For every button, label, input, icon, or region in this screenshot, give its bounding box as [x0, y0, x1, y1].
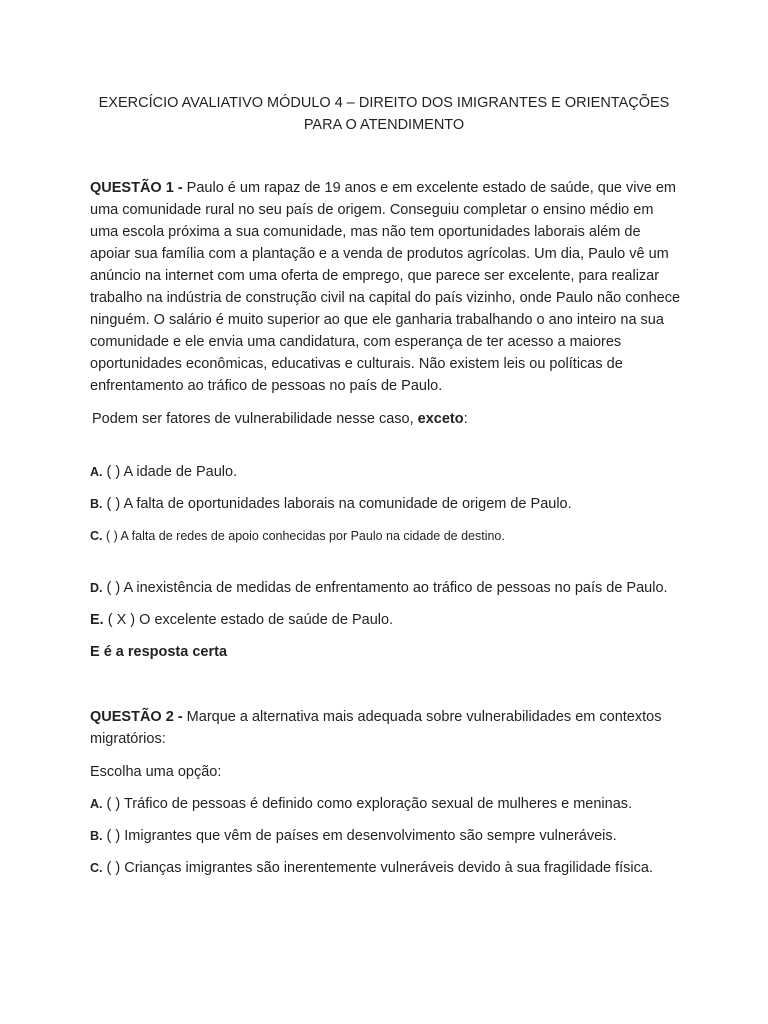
option-text: ( X ) O excelente estado de saúde de Paulo. [103, 612, 394, 628]
question-2-statement [90, 706, 682, 750]
q2-option-c [90, 857, 682, 879]
option-text: ( ) A idade de Paulo. [102, 464, 238, 480]
q1-option-b [90, 493, 682, 515]
option-text: ( ) Tráfico de pessoas é definido como exploração sexual de mulheres e meninas. [102, 796, 633, 812]
question-2-label: QUESTÃO 2 - [90, 709, 183, 725]
option-letter: C. [90, 529, 103, 543]
option-text: ( ) A falta de oportunidades laborais na comunidade de origem de Paulo. [102, 496, 572, 512]
question-2-text: Marque a alternativa mais adequada sobre vulnerabilidades em contextos migratórios: [90, 709, 662, 747]
prompt-colon: : [463, 411, 468, 427]
q1-option-a [90, 461, 682, 483]
option-text: ( ) Crianças imigrantes são inerentemente vulneráveis devido à sua fragilidade física. [102, 860, 653, 876]
option-letter: B. [90, 497, 103, 511]
option-letter: D. [90, 581, 103, 595]
question-1-statement [90, 177, 682, 397]
option-letter: B. [90, 829, 103, 843]
question-1-label: QUESTÃO 1 - [90, 180, 183, 196]
option-letter: C. [90, 861, 103, 875]
prompt-emphasis: exceto [417, 411, 464, 427]
option-letter: E. [90, 612, 104, 628]
q1-option-d [90, 577, 682, 599]
option-letter: A. [90, 797, 103, 811]
answer-text: E é a resposta certa [90, 644, 228, 660]
option-letter: A. [90, 465, 103, 479]
option-text: ( ) A inexistência de medidas de enfrentamento ao tráfico de pessoas no país de Paulo. [102, 580, 668, 596]
question-1-prompt [92, 408, 684, 430]
question-1-text: Paulo é um rapaz de 19 anos e em excelente estado de saúde, que vive em uma comunidade rural no seu país de origem. Conseguiu completar o ensino médio em uma escola próxima a sua comunidade, mas não tem oportunidades laborais além de apoiar sua família com a plantação e a venda de produtos agrícolas. Um dia, Paulo vê um anúncio na internet com uma oferta de emprego, que parece ser excelente, para realizar trabalho na indústria de construção civil na capital do país vizinho, onde Paulo não conhece ninguém. O salário é muito superior ao que ele ganharia trabalhando o ano inteiro na sua comunidade e ele envia uma candidatura, com esperança de ter acesso a maiores oportunidades econômicas, educativas e culturais. Não existem leis ou políticas de enfrentamento ao tráfico de pessoas no país de Paulo. [90, 180, 681, 394]
document-title: EXERCÍCIO AVALIATIVO MÓDULO 4 – DIREITO DOS IMIGRANTES E ORIENTAÇÕES PARA O ATENDIMENTO [98, 95, 670, 133]
q2-option-a [90, 793, 682, 815]
option-text: ( ) Imigrantes que vêm de países em desenvolvimento são sempre vulneráveis. [102, 828, 617, 844]
q2-option-b [90, 825, 682, 847]
q1-option-c [90, 525, 682, 547]
q1-option-e [90, 609, 682, 631]
option-text: ( ) A falta de redes de apoio conhecidas por Paulo na cidade de destino. [102, 529, 505, 543]
question-2-choose: Escolha uma opção: [90, 764, 222, 780]
prompt-text: Podem ser fatores de vulnerabilidade nesse caso, [92, 411, 418, 427]
q1-answer-note [90, 641, 682, 663]
